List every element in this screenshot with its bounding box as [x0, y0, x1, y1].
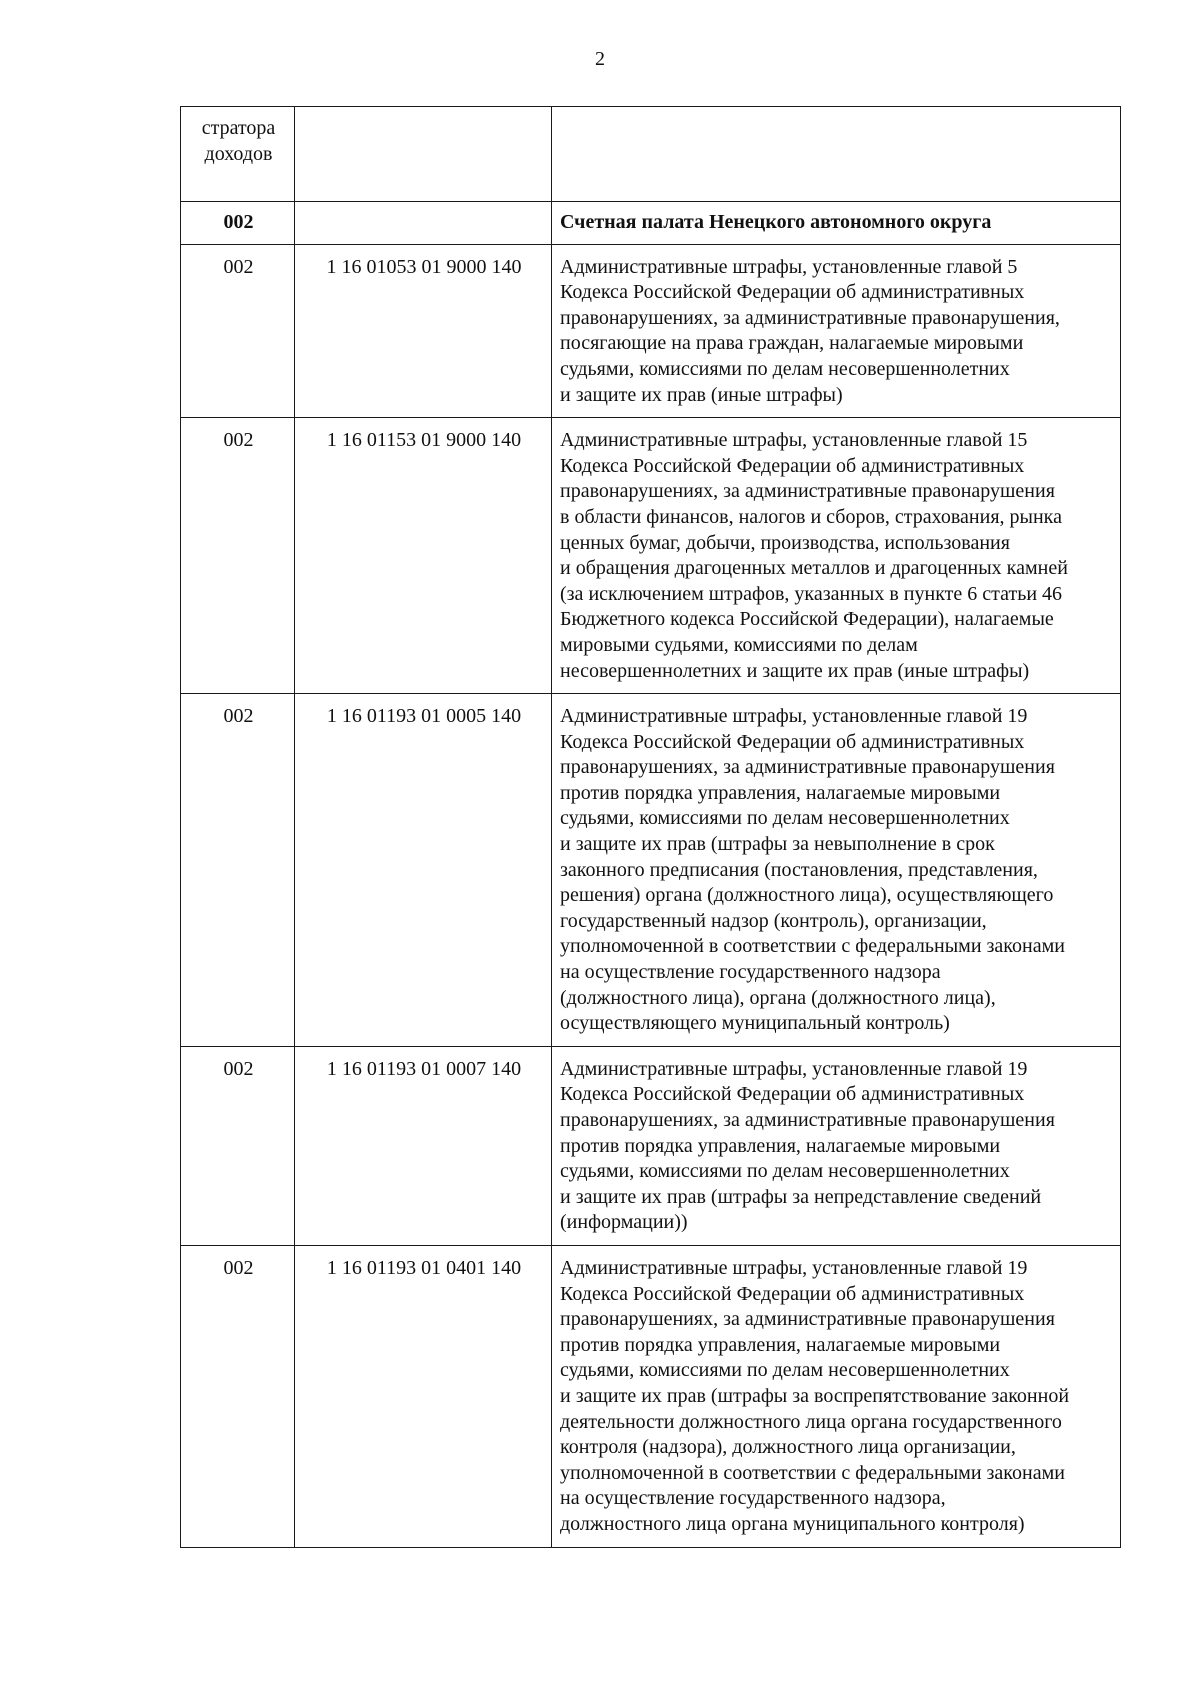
income-code-cell: 1 16 01193 01 0007 140 [295, 1046, 552, 1245]
page-number: 2 [595, 48, 605, 70]
description-line: государственный надзор (контроль), организации, [560, 909, 987, 932]
description-line: несовершеннолетних и защите их прав (иные штрафы) [560, 659, 1030, 682]
description-line: законного предписания (постановления, представления, [560, 858, 1038, 881]
description-line: Кодекса Российской Федерации об административных [560, 1282, 1025, 1305]
description-line: Административные штрафы, установленные главой 15 [560, 429, 1028, 452]
description-line: деятельности должностного лица органа государственного [560, 1410, 1062, 1433]
description-line: правонарушениях, за административные правонарушения, [560, 306, 1060, 329]
description-line: (за исключением штрафов, указанных в пункте 6 статьи 46 [560, 582, 1063, 605]
header-description-column [552, 107, 1121, 202]
description-cell [552, 1046, 1121, 1245]
header-line: стратора [201, 117, 276, 139]
description-line: судьями, комиссиями по делам несовершеннолетних [560, 357, 1010, 380]
table-header-continuation [181, 107, 1121, 202]
description-line: судьями, комиссиями по делам несовершеннолетних [560, 807, 1010, 830]
description-line: посягающие на права граждан, налагаемые мировыми [560, 332, 1024, 355]
description-line: осуществляющего муниципальный контроль) [560, 1012, 950, 1035]
income-code-cell: 1 16 01193 01 0401 140 [295, 1245, 552, 1547]
admin-code-cell: 002 [181, 418, 295, 694]
admin-code-cell: 002 [181, 1245, 295, 1547]
description-cell [552, 244, 1121, 418]
description-line: Административные штрафы, установленные главой 5 [560, 255, 1018, 278]
table-row [181, 694, 1121, 1047]
description-line: правонарушениях, за административные правонарушения [560, 480, 1055, 503]
income-code-cell: 1 16 01193 01 0005 140 [295, 694, 552, 1047]
table-row [181, 1046, 1121, 1245]
description-line: Административные штрафы, установленные главой 19 [560, 1057, 1028, 1080]
organization-row [181, 202, 1121, 245]
description-line: мировыми судьями, комиссиями по делам [560, 633, 918, 656]
description-line: Кодекса Российской Федерации об административных [560, 1083, 1025, 1106]
table-row [181, 244, 1121, 418]
description-line: на осуществление государственного надзора [560, 961, 941, 984]
description-line: и обращения драгоценных металлов и драгоценных камней [560, 557, 1068, 580]
income-code-cell: 1 16 01053 01 9000 140 [295, 244, 552, 418]
income-codes-table [180, 106, 1121, 1548]
description-line: (должностного лица), органа (должностного лица), [560, 986, 996, 1009]
description-line: и защите их прав (штрафы за невыполнение в срок [560, 833, 995, 856]
description-line: Кодекса Российской Федерации об административных [560, 730, 1025, 753]
admin-code-cell: 002 [181, 1046, 295, 1245]
description-line: (информации)) [560, 1211, 688, 1234]
description-line: против порядка управления, налагаемые мировыми [560, 781, 1001, 804]
description-line: и защите их прав (иные штрафы) [560, 383, 843, 406]
org-name: Счетная палата Ненецкого автономного округа [552, 202, 1121, 245]
admin-code-cell: 002 [181, 244, 295, 418]
description-line: судьями, комиссиями по делам несовершеннолетних [560, 1359, 1010, 1382]
description-line: Бюджетного кодекса Российской Федерации), налагаемые [560, 608, 1054, 631]
description-line: против порядка управления, налагаемые мировыми [560, 1134, 1001, 1157]
description-line: и защите их прав (штрафы за воспрепятствование законной [560, 1384, 1070, 1407]
description-line: Административные штрафы, установленные главой 19 [560, 705, 1028, 728]
description-line: должностного лица органа муниципального контроля) [560, 1512, 1025, 1535]
description-line: в области финансов, налогов и сборов, страхования, рынка [560, 505, 1062, 528]
description-cell [552, 694, 1121, 1047]
table-row [181, 418, 1121, 694]
description-line: правонарушениях, за административные правонарушения [560, 756, 1055, 779]
admin-code-cell: 002 [181, 694, 295, 1047]
description-line: на осуществление государственного надзора, [560, 1487, 946, 1510]
description-cell [552, 1245, 1121, 1547]
description-line: решения) органа (должностного лица), осуществляющего [560, 884, 1054, 907]
org-admin-code: 002 [181, 202, 295, 245]
description-line: и защите их прав (штрафы за непредставление сведений [560, 1185, 1042, 1208]
description-line: уполномоченной в соответствии с федеральными законами [560, 1461, 1065, 1484]
description-line: правонарушениях, за административные правонарушения [560, 1109, 1055, 1131]
description-line: Административные штрафы, установленные главой 19 [560, 1256, 1028, 1279]
description-line: против порядка управления, налагаемые мировыми [560, 1333, 1001, 1356]
table-row [181, 1245, 1121, 1547]
description-line: ценных бумаг, добычи, производства, использования [560, 531, 1010, 554]
description-line: правонарушениях, за административные правонарушения [560, 1308, 1055, 1331]
header-admin-column [181, 107, 295, 202]
description-line: уполномоченной в соответствии с федеральными законами [560, 935, 1065, 958]
header-income-code-column [295, 107, 552, 202]
description-line: контроля (надзора), должностного лица организации, [560, 1436, 1016, 1459]
description-line: Кодекса Российской Федерации об административных [560, 281, 1025, 304]
description-line: судьями, комиссиями по делам несовершеннолетних [560, 1160, 1010, 1183]
description-line: Кодекса Российской Федерации об административных [560, 454, 1025, 477]
header-line: доходов [204, 142, 273, 165]
org-income-code [295, 202, 552, 245]
income-code-cell: 1 16 01153 01 9000 140 [295, 418, 552, 694]
description-cell [552, 418, 1121, 694]
